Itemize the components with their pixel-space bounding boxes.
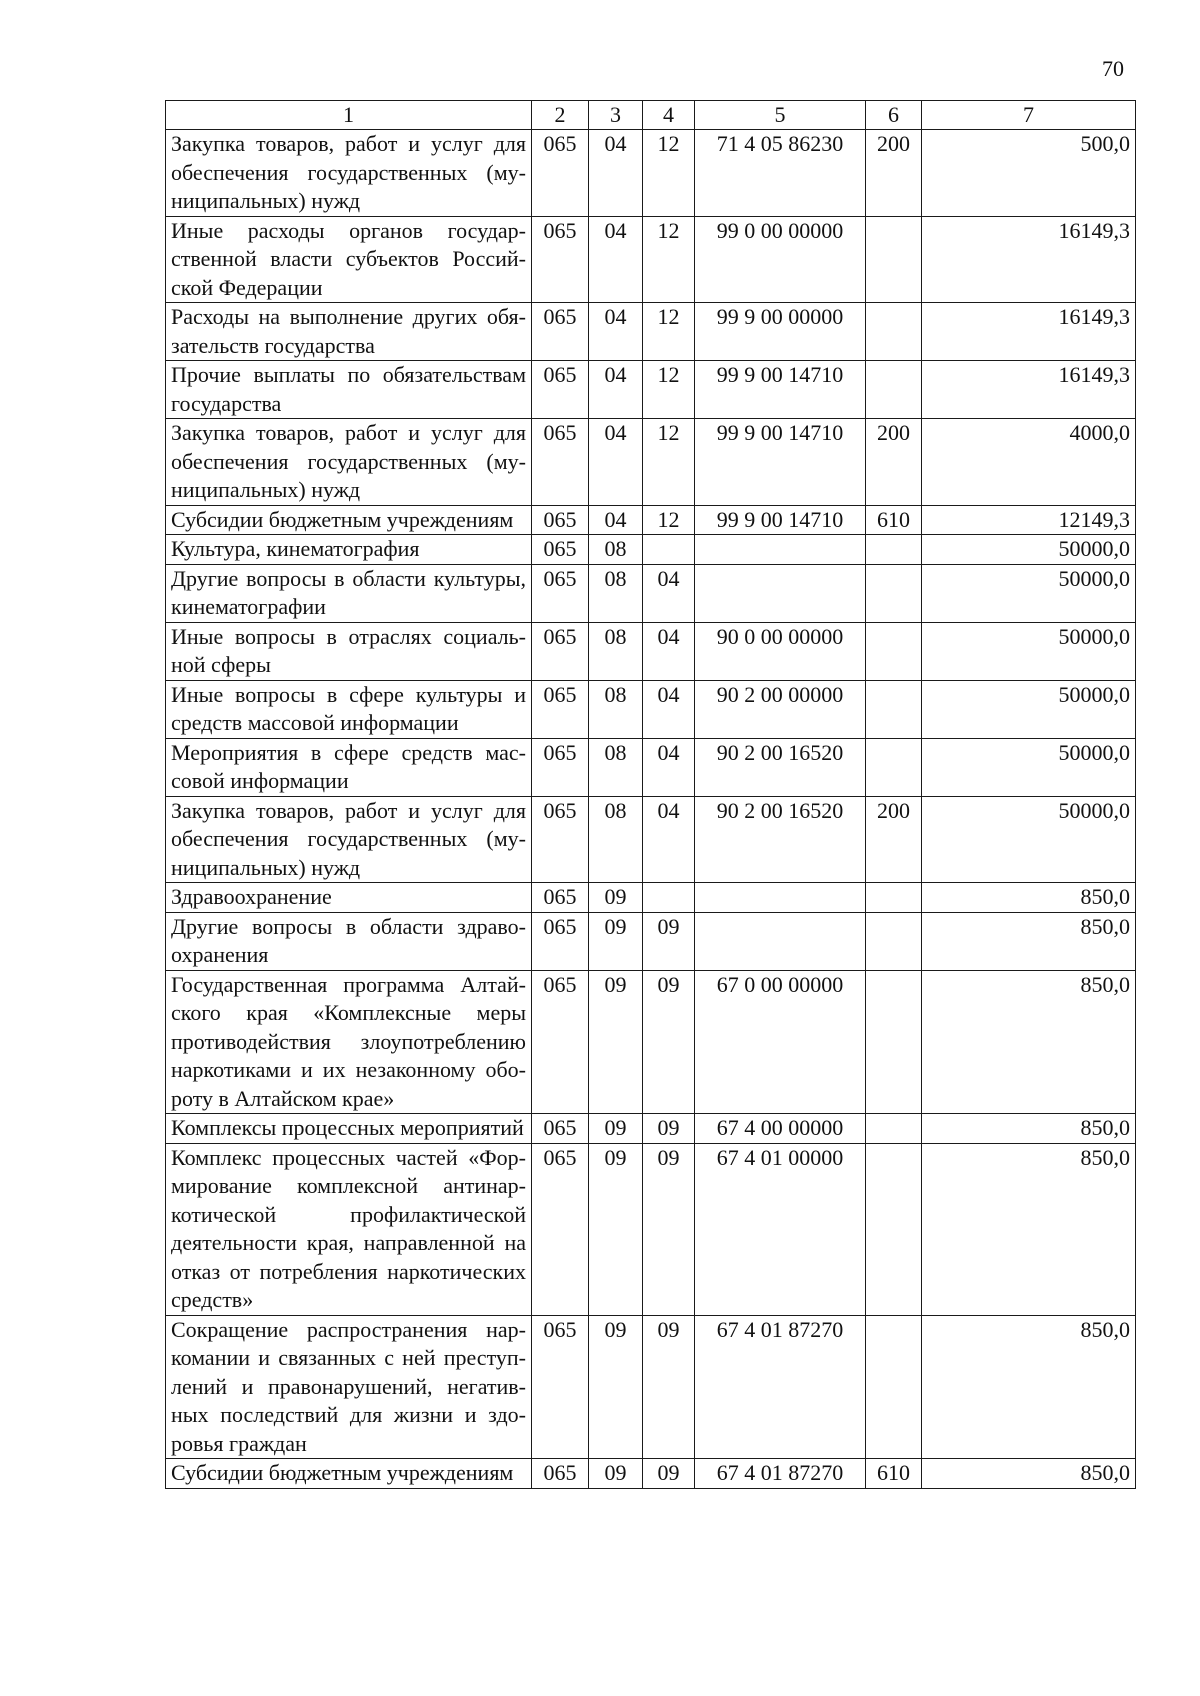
expenditure-name-cell: Другие вопросы в области культуры, кинематографии	[166, 564, 532, 622]
ministry-code-cell: 065	[532, 796, 589, 883]
table-row	[166, 361, 1136, 419]
expenditure-name-cell: Другие вопросы в области здравоохранения	[166, 912, 532, 970]
expenditure-name-cell: Здравоохранение	[166, 883, 532, 913]
ministry-code-cell: 065	[532, 738, 589, 796]
ministry-code-cell: 065	[532, 912, 589, 970]
table-body	[166, 130, 1136, 1489]
expense-type-cell	[866, 564, 922, 622]
subsection-code-cell: 04	[643, 680, 695, 738]
target-article-cell: 67 4 01 87270	[695, 1315, 866, 1459]
amount-cell: 50000,0	[922, 622, 1136, 680]
expenditure-name-cell: Прочие выплаты по обязательствам государства	[166, 361, 532, 419]
expense-type-cell	[866, 1143, 922, 1315]
column-header: 4	[643, 101, 695, 130]
subsection-code-cell: 09	[643, 912, 695, 970]
table-row	[166, 1315, 1136, 1459]
amount-cell: 500,0	[922, 130, 1136, 217]
expense-type-cell	[866, 680, 922, 738]
target-article-cell: 90 0 00 00000	[695, 622, 866, 680]
amount-cell: 12149,3	[922, 505, 1136, 535]
subsection-code-cell: 04	[643, 796, 695, 883]
table-row	[166, 535, 1136, 565]
expense-type-cell: 610	[866, 505, 922, 535]
expense-type-cell	[866, 738, 922, 796]
table-row	[166, 680, 1136, 738]
target-article-cell: 99 9 00 14710	[695, 505, 866, 535]
column-header: 3	[589, 101, 643, 130]
target-article-cell	[695, 912, 866, 970]
expense-type-cell	[866, 1114, 922, 1144]
subsection-code-cell: 04	[643, 622, 695, 680]
ministry-code-cell: 065	[532, 970, 589, 1114]
subsection-code-cell: 09	[643, 1143, 695, 1315]
expense-type-cell	[866, 912, 922, 970]
subsection-code-cell: 04	[643, 738, 695, 796]
section-code-cell: 04	[589, 505, 643, 535]
section-code-cell: 09	[589, 970, 643, 1114]
expense-type-cell	[866, 883, 922, 913]
expenditure-name-cell: Иные вопросы в отраслях социальной сферы	[166, 622, 532, 680]
subsection-code-cell: 12	[643, 130, 695, 217]
table-row	[166, 883, 1136, 913]
ministry-code-cell: 065	[532, 1114, 589, 1144]
expenditure-name-cell: Культура, кинематография	[166, 535, 532, 565]
amount-cell: 16149,3	[922, 303, 1136, 361]
amount-cell: 850,0	[922, 883, 1136, 913]
target-article-cell: 67 4 00 00000	[695, 1114, 866, 1144]
target-article-cell: 67 4 01 00000	[695, 1143, 866, 1315]
table-row	[166, 738, 1136, 796]
expense-type-cell: 200	[866, 130, 922, 217]
amount-cell: 850,0	[922, 1315, 1136, 1459]
amount-cell: 850,0	[922, 1143, 1136, 1315]
amount-cell: 50000,0	[922, 738, 1136, 796]
table-row	[166, 216, 1136, 303]
target-article-cell: 99 9 00 00000	[695, 303, 866, 361]
amount-cell: 50000,0	[922, 680, 1136, 738]
expense-type-cell	[866, 303, 922, 361]
amount-cell: 50000,0	[922, 535, 1136, 565]
section-code-cell: 08	[589, 622, 643, 680]
ministry-code-cell: 065	[532, 1143, 589, 1315]
table-row	[166, 796, 1136, 883]
expense-type-cell: 610	[866, 1459, 922, 1489]
subsection-code-cell: 09	[643, 1459, 695, 1489]
expenditure-name-cell: Закупка товаров, работ и услуг для обеспечения государственных (муниципальных) нужд	[166, 130, 532, 217]
ministry-code-cell: 065	[532, 883, 589, 913]
amount-cell: 50000,0	[922, 796, 1136, 883]
ministry-code-cell: 065	[532, 303, 589, 361]
section-code-cell: 09	[589, 1143, 643, 1315]
target-article-cell	[695, 535, 866, 565]
table-row	[166, 1114, 1136, 1144]
column-header: 5	[695, 101, 866, 130]
expense-type-cell	[866, 216, 922, 303]
expenditure-name-cell: Комплексы процессных мероприятий	[166, 1114, 532, 1144]
amount-cell: 850,0	[922, 1114, 1136, 1144]
subsection-code-cell: 12	[643, 361, 695, 419]
target-article-cell	[695, 883, 866, 913]
ministry-code-cell: 065	[532, 535, 589, 565]
table-row	[166, 564, 1136, 622]
expenditure-name-cell: Закупка товаров, работ и услуг для обеспечения государственных (муниципальных) нужд	[166, 419, 532, 506]
section-code-cell: 09	[589, 883, 643, 913]
amount-cell: 850,0	[922, 970, 1136, 1114]
ministry-code-cell: 065	[532, 1459, 589, 1489]
expenditure-name-cell: Сокращение распространения наркомании и связанных с ней преступлений и правонарушений, негативных последствий для жизни и здоровья граждан	[166, 1315, 532, 1459]
subsection-code-cell: 09	[643, 1315, 695, 1459]
expenditure-name-cell: Иные вопросы в сфере культуры и средств массовой информации	[166, 680, 532, 738]
target-article-cell: 90 2 00 16520	[695, 796, 866, 883]
amount-cell: 50000,0	[922, 564, 1136, 622]
table-row	[166, 622, 1136, 680]
budget-table	[165, 100, 1136, 1489]
table-row	[166, 912, 1136, 970]
ministry-code-cell: 065	[532, 505, 589, 535]
section-code-cell: 08	[589, 796, 643, 883]
section-code-cell: 04	[589, 130, 643, 217]
ministry-code-cell: 065	[532, 680, 589, 738]
section-code-cell: 08	[589, 680, 643, 738]
section-code-cell: 09	[589, 1315, 643, 1459]
column-header: 6	[866, 101, 922, 130]
ministry-code-cell: 065	[532, 130, 589, 217]
target-article-cell	[695, 564, 866, 622]
table-row	[166, 505, 1136, 535]
ministry-code-cell: 065	[532, 361, 589, 419]
ministry-code-cell: 065	[532, 1315, 589, 1459]
subsection-code-cell: 09	[643, 970, 695, 1114]
section-code-cell: 04	[589, 419, 643, 506]
target-article-cell: 90 2 00 16520	[695, 738, 866, 796]
expenditure-name-cell: Комплекс процессных частей «Формирование комплексной антинаркотической профилактической деятельности края, направленной на отказ от потребления наркотических средств»	[166, 1143, 532, 1315]
target-article-cell: 67 4 01 87270	[695, 1459, 866, 1489]
subsection-code-cell: 12	[643, 419, 695, 506]
subsection-code-cell: 12	[643, 505, 695, 535]
table-row	[166, 419, 1136, 506]
target-article-cell: 99 0 00 00000	[695, 216, 866, 303]
column-header: 7	[922, 101, 1136, 130]
subsection-code-cell: 12	[643, 303, 695, 361]
subsection-code-cell: 09	[643, 1114, 695, 1144]
expenditure-name-cell: Государственная программа Алтайского края «Комплексные меры противодействия злоупотреблению наркотиками и их незаконному обороту в Алтайском крае»	[166, 970, 532, 1114]
expense-type-cell: 200	[866, 419, 922, 506]
section-code-cell: 09	[589, 1114, 643, 1144]
column-header: 1	[166, 101, 532, 130]
subsection-code-cell	[643, 883, 695, 913]
target-article-cell: 67 0 00 00000	[695, 970, 866, 1114]
expense-type-cell	[866, 622, 922, 680]
target-article-cell: 90 2 00 00000	[695, 680, 866, 738]
section-code-cell: 08	[589, 535, 643, 565]
amount-cell: 16149,3	[922, 361, 1136, 419]
table-row	[166, 1143, 1136, 1315]
expense-type-cell	[866, 361, 922, 419]
amount-cell: 4000,0	[922, 419, 1136, 506]
expenditure-name-cell: Расходы на выполнение других обязательств государства	[166, 303, 532, 361]
section-code-cell: 04	[589, 216, 643, 303]
section-code-cell: 09	[589, 912, 643, 970]
subsection-code-cell: 04	[643, 564, 695, 622]
amount-cell: 850,0	[922, 1459, 1136, 1489]
expenditure-name-cell: Закупка товаров, работ и услуг для обеспечения государственных (муниципальных) нужд	[166, 796, 532, 883]
section-code-cell: 04	[589, 361, 643, 419]
subsection-code-cell: 12	[643, 216, 695, 303]
expense-type-cell: 200	[866, 796, 922, 883]
ministry-code-cell: 065	[532, 564, 589, 622]
table-header-row	[166, 101, 1136, 130]
target-article-cell: 99 9 00 14710	[695, 419, 866, 506]
amount-cell: 16149,3	[922, 216, 1136, 303]
expense-type-cell	[866, 970, 922, 1114]
table-row	[166, 1459, 1136, 1489]
subsection-code-cell	[643, 535, 695, 565]
expenditure-name-cell: Субсидии бюджетным учреждениям	[166, 505, 532, 535]
section-code-cell: 08	[589, 738, 643, 796]
ministry-code-cell: 065	[532, 419, 589, 506]
table-row	[166, 130, 1136, 217]
amount-cell: 850,0	[922, 912, 1136, 970]
section-code-cell: 08	[589, 564, 643, 622]
table-row	[166, 303, 1136, 361]
expenditure-name-cell: Мероприятия в сфере средств массовой информации	[166, 738, 532, 796]
ministry-code-cell: 065	[532, 622, 589, 680]
section-code-cell: 09	[589, 1459, 643, 1489]
page-number: 70	[1102, 56, 1124, 81]
ministry-code-cell: 065	[532, 216, 589, 303]
expenditure-name-cell: Субсидии бюджетным учреждениям	[166, 1459, 532, 1489]
target-article-cell: 71 4 05 86230	[695, 130, 866, 217]
table-row	[166, 970, 1136, 1114]
expenditure-name-cell: Иные расходы органов государственной власти субъектов Российской Федерации	[166, 216, 532, 303]
expense-type-cell	[866, 1315, 922, 1459]
target-article-cell: 99 9 00 14710	[695, 361, 866, 419]
section-code-cell: 04	[589, 303, 643, 361]
column-header: 2	[532, 101, 589, 130]
expense-type-cell	[866, 535, 922, 565]
